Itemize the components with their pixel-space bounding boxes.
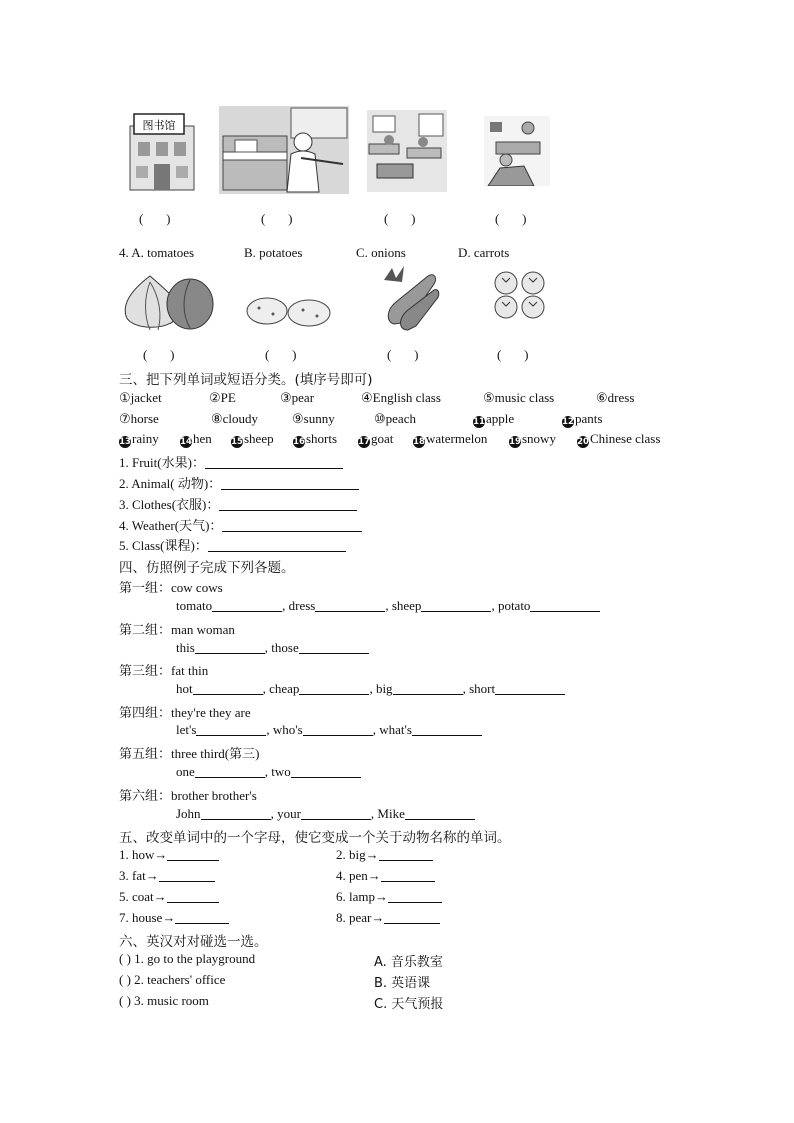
answer-blank[interactable] [201,807,271,820]
group-3-example: 第三组：fat thin [119,663,209,678]
group-1-items: tomato , dress , sheep , potato [176,598,600,614]
group-5-items: one , two [176,764,361,780]
answer-blank[interactable] [221,477,359,490]
q4-option-b: B. potatoes [244,245,303,260]
word-item: 11apple [473,411,515,427]
word-item: 19snowy [509,431,556,447]
answer-blank[interactable] [379,848,433,861]
group-3-items: hot , cheap , big , short [176,681,565,697]
word-item: 14hen [180,431,212,447]
q4-option-c: C. onions [356,245,406,260]
animal-word-item: 7. house→ [119,910,229,926]
word-item: 20Chinese class [577,431,661,447]
word-item: 15sheep [231,431,274,447]
q4-stem: 4. A. tomatoes [119,245,195,260]
answer-paren-2[interactable]: ( ) [261,211,293,226]
answer-blank[interactable] [495,682,565,695]
q4-option-d: D. carrots [458,245,510,260]
answer-blank[interactable] [303,723,373,736]
answer-blank[interactable] [412,723,482,736]
word-item: 13rainy [119,431,159,447]
tomatoes-picture [489,270,553,320]
section-5-title: 五、改变单词中的一个字母，使它变成一个关于动物名称的单词。 [119,830,511,846]
match-item-3[interactable]: ( ) 3. music room [119,993,209,1008]
word-item: 12pants [562,411,603,427]
answer-blank[interactable] [205,456,343,469]
answer-paren-5[interactable]: ( ) [143,347,175,362]
classroom-picture [367,110,447,192]
category-clothes: 3. Clothes(衣服)： [119,494,357,513]
answer-blank[interactable] [384,911,440,924]
group-1-example: 第一组：cow cows [119,580,223,595]
section-3-title: 三、把下列单词或短语分类。(填序号即可) [119,372,373,388]
category-animal: 2. Animal( 动物)： [119,473,359,492]
group-6-items: John , your , Mike [176,806,475,822]
answer-blank[interactable] [299,641,369,654]
category-weather: 4. Weather(天气)： [119,515,362,534]
answer-blank[interactable] [196,723,266,736]
section-4-title: 四、仿照例子完成下列各题。 [119,560,295,576]
match-item-1[interactable]: ( ) 1. go to the playground [119,951,256,966]
group-5-example: 第五组：three third(第三) [119,746,260,761]
word-item: ⑧cloudy [211,411,259,426]
answer-blank[interactable] [193,682,263,695]
word-item: 16shorts [293,431,338,447]
word-item: ⑦horse [119,411,159,426]
library-sign: 图书馆 [142,119,176,132]
section-6-title: 六、英汉对对碰选一选。 [119,934,268,950]
answer-blank[interactable] [167,848,219,861]
animal-word-item: 1. how→ [119,847,219,863]
answer-blank[interactable] [159,869,215,882]
word-item: ①jacket [119,390,162,405]
answer-blank[interactable] [381,869,435,882]
option-c: C. 天气预报 [374,997,444,1012]
group-2-example: 第二组：man woman [119,622,235,637]
match-item-2[interactable]: ( ) 2. teachers' office [119,972,226,987]
answer-blank[interactable] [421,599,491,612]
potatoes-picture [245,294,333,328]
answer-blank[interactable] [301,807,371,820]
answer-blank[interactable] [195,765,265,778]
option-a: A. 音乐教室 [374,955,443,970]
word-item: ⑩peach [374,411,416,426]
onions-picture [120,272,215,334]
answer-blank[interactable] [315,599,385,612]
carrots-picture [378,264,442,334]
group-2-items: this , those [176,640,369,656]
answer-paren-6[interactable]: ( ) [265,347,297,362]
answer-paren-7[interactable]: ( ) [387,347,419,362]
word-item: 18watermelon [413,431,488,447]
answer-blank[interactable] [219,498,357,511]
category-class: 5. Class(课程)： [119,535,346,554]
word-item: ②PE [209,390,236,405]
library-picture [128,108,196,192]
reading-room-picture [484,116,550,186]
group-4-items: let's , who's , what's [176,722,482,738]
music-room-picture [219,106,349,194]
answer-blank[interactable] [195,641,265,654]
answer-paren-4[interactable]: ( ) [495,211,527,226]
answer-blank[interactable] [291,765,361,778]
answer-blank[interactable] [167,890,219,903]
answer-paren-8[interactable]: ( ) [497,347,529,362]
animal-word-item: 2. big→ [336,847,433,863]
answer-blank[interactable] [212,599,282,612]
answer-blank[interactable] [405,807,475,820]
word-item: 17goat [358,431,394,447]
animal-word-item: 3. fat→ [119,868,215,884]
animal-word-item: 5. coat→ [119,889,219,905]
group-4-example: 第四组：they're they are [119,705,251,720]
answer-blank[interactable] [393,682,463,695]
animal-word-item: 4. pen→ [336,868,435,884]
word-item: ③pear [280,390,315,405]
answer-blank[interactable] [530,599,600,612]
word-item: ⑥dress [596,390,635,405]
word-item: ⑤music class [483,390,555,405]
answer-paren-1[interactable]: ( ) [139,211,171,226]
answer-blank[interactable] [222,519,362,532]
word-item: ④English class [361,390,441,405]
answer-paren-3[interactable]: ( ) [384,211,416,226]
option-b: B. 英语课 [374,976,431,991]
animal-word-item: 8. pear→ [336,910,440,926]
animal-word-item: 6. lamp→ [336,889,442,905]
answer-blank[interactable] [299,682,369,695]
word-item: ⑨sunny [292,411,335,426]
answer-blank[interactable] [388,890,442,903]
answer-blank[interactable] [208,539,346,552]
answer-blank[interactable] [175,911,229,924]
category-fruit: 1. Fruit(水果)： [119,452,343,471]
group-6-example: 第六组：brother brother's [119,788,257,803]
